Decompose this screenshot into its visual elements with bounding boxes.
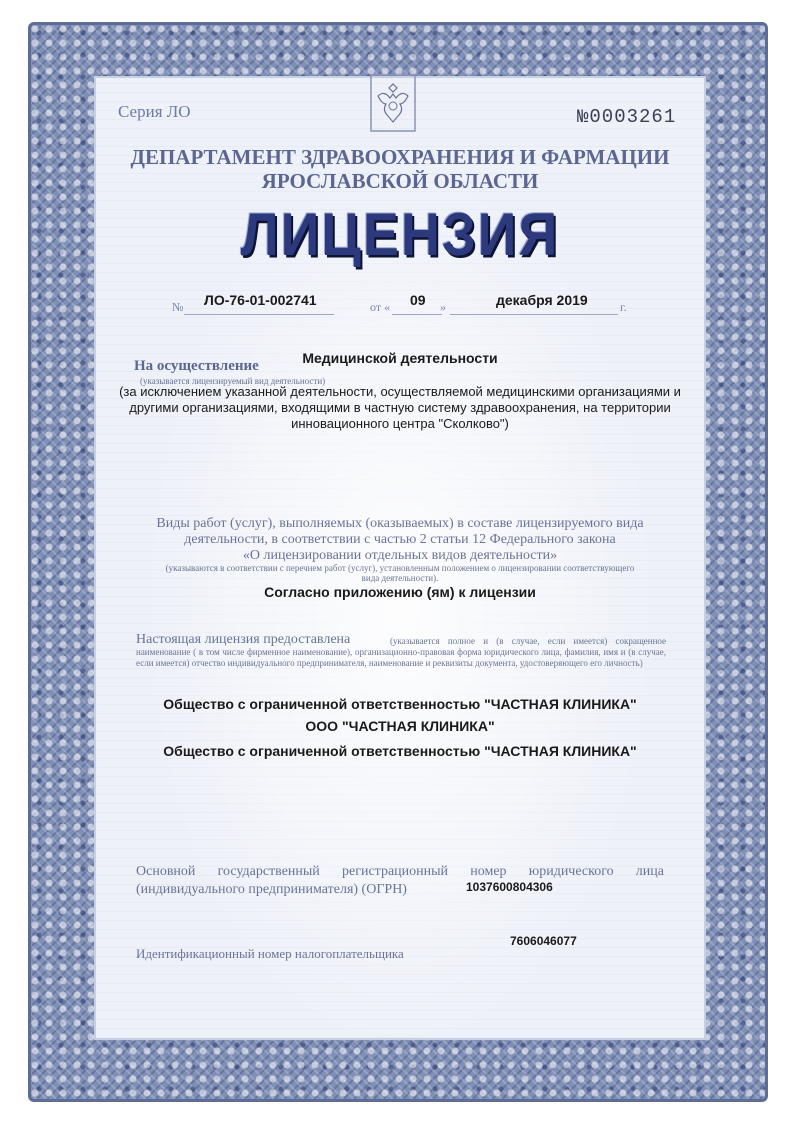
grantee-full-name: Общество с ограниченной ответственностью "ЧАСТНАЯ КЛИНИКА": [163, 696, 637, 712]
grantee-brand-name: Общество с ограниченной ответственностью "ЧАСТНАЯ КЛИНИКА": [163, 743, 637, 759]
number-label: №: [172, 300, 184, 314]
activity-exception: (за исключением указанной деятельности, осуществляемой медицинскими организациями и другими организациями, входящими в частную систему здравоохранения, на территории инновационного центра "Сколково"): [119, 384, 681, 431]
works-text-line2: деятельности, в соответствии с частью 2 статьи 12 Федерального закона: [184, 532, 616, 547]
works-value: Согласно приложению (ям) к лицензии: [264, 584, 536, 600]
license-day: 09: [410, 292, 426, 308]
activity-value: Медицинской деятельности: [302, 350, 498, 366]
license-registration-number: ЛО-76-01-002741: [204, 292, 317, 308]
ogrn-value: 1037600804306: [466, 880, 553, 894]
date-close-quote: »: [440, 300, 446, 314]
license-month-year: декабря 2019: [496, 292, 588, 308]
year-suffix: г.: [620, 300, 627, 314]
grantee-label: Настоящая лицензия предоставлена: [136, 632, 351, 647]
series-label: Серия ЛО: [118, 102, 191, 121]
ogrn-label-line1: Основной государственный регистрационный номер юридического лица: [136, 864, 664, 879]
grantee-hint: (указывается полное и (в случае, если имеется) сокращенное наименование ( в том числе фирменное наименование), организационно-правовая форма юридического лица, фамилия, имя и (в случае, если имеется) отчество индивидуального предпринимателя, наименование и реквизиты документа, удостоверяющего его личность): [136, 636, 666, 668]
works-text-line3: «О лицензировании отдельных видов деятельности»: [242, 548, 558, 563]
department-name-line1: ДЕПАРТАМЕНТ ЗДРАВООХРАНЕНИЯ И ФАРМАЦИИ: [130, 145, 670, 169]
activity-label: На осуществление: [134, 358, 259, 374]
inn-value: 7606046077: [510, 934, 577, 948]
works-text-line1: Виды работ (услуг), выполняемых (оказываемых) в составе лицензируемого вида: [156, 516, 644, 531]
coat-of-arms-icon: [370, 74, 416, 132]
document-title: ЛИЦЕНЗИЯ: [240, 201, 560, 269]
date-from-label: от «: [370, 300, 391, 314]
inn-label: Идентификационный номер налогоплательщика: [136, 946, 404, 961]
license-number: №0003261: [577, 106, 677, 128]
works-hint-line2: вида деятельности).: [361, 573, 439, 583]
grantee-short-name: ООО "ЧАСТНАЯ КЛИНИКА": [305, 718, 495, 734]
activity-hint: (указывается лицензируемый вид деятельности): [140, 376, 326, 386]
works-hint-line1: (указываются в соответствии с перечнем работ (услуг), установленным положением о лицензировании соответствующего: [165, 563, 635, 573]
department-name-line2: ЯРОСЛАВСКОЙ ОБЛАСТИ: [261, 169, 539, 193]
ogrn-label-line2: (индивидуального предпринимателя) (ОГРН): [136, 882, 407, 897]
